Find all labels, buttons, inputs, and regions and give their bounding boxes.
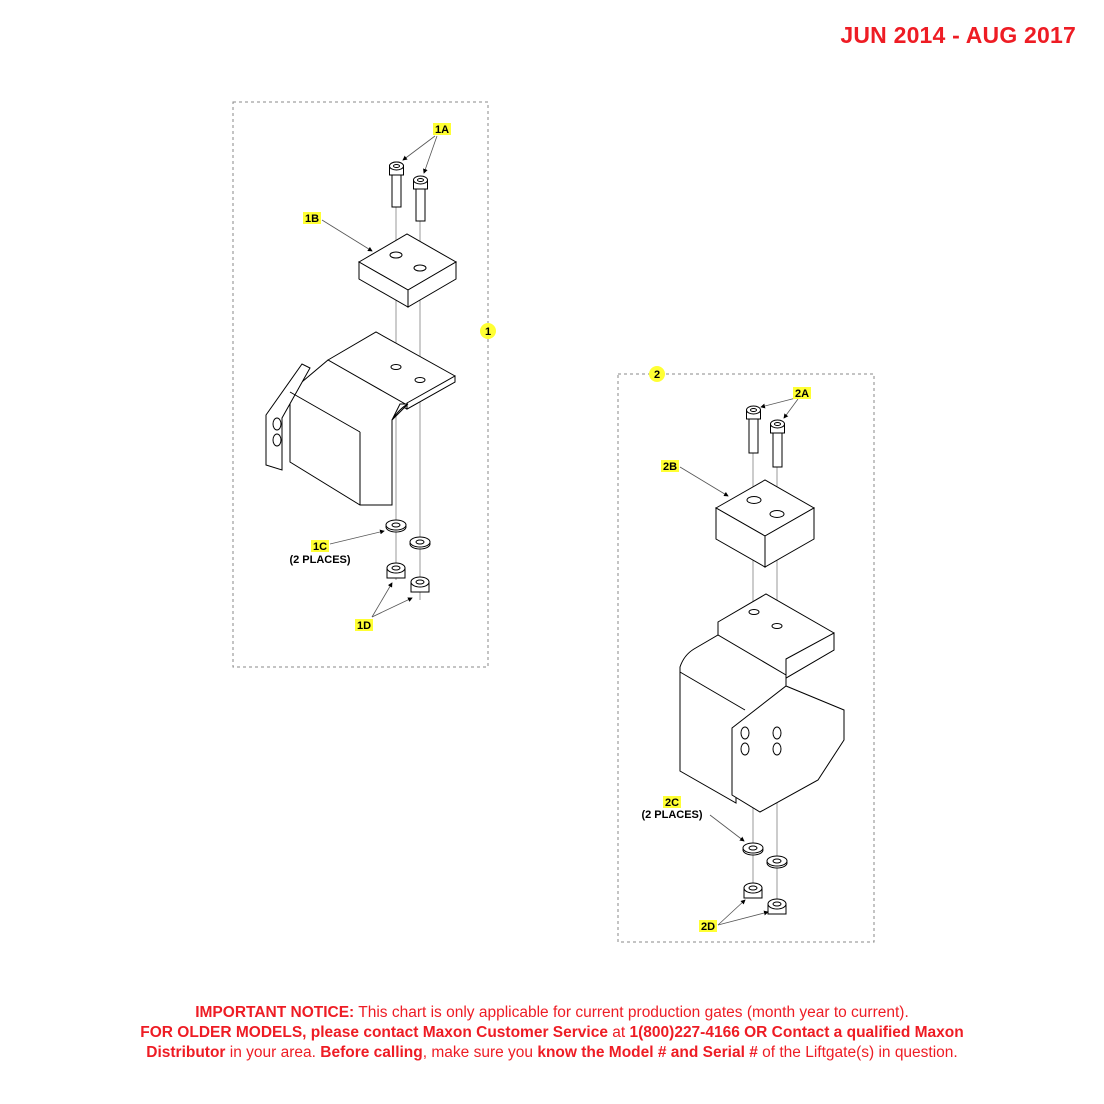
svg-text:2B: 2B [662,461,678,473]
svg-text:2: 2 [653,369,661,381]
svg-text:1B: 1B [304,213,320,225]
svg-text:1A: 1A [434,124,450,136]
notice-line-3: Distributor in your area. Before calling, make sure you know the Model # and Serial # of the Liftgate(s) in question. [146,1044,958,1061]
bracket-2[interactable] [680,594,844,812]
notice-line-1: IMPORTANT NOTICE: This chart is only applicable for current production gates (month year to current). [195,1004,909,1021]
bracket-1[interactable] [266,332,455,505]
nut-1d[interactable] [387,563,429,592]
washer-2c[interactable] [743,843,787,868]
callout-2d[interactable] [699,920,717,933]
bolt-2a[interactable] [747,406,785,467]
block-1b[interactable] [359,234,456,307]
nut-2d[interactable] [744,883,786,914]
notice-line-2: FOR OLDER MODELS, please contact Maxon Customer Service at 1(800)227-4166 OR Contact a qualified Maxon [140,1024,964,1041]
svg-text:2C: 2C [664,797,680,809]
svg-text:2D: 2D [700,921,716,933]
svg-text:1C: 1C [312,541,328,553]
svg-text:(2 PLACES): (2 PLACES) [289,554,351,566]
svg-text:1: 1 [484,326,492,338]
phone-number: 1(800)227-4166 OR Contact a qualified Maxon [629,1024,964,1041]
callout-1b[interactable] [303,212,321,225]
assembly-1-badge[interactable] [480,323,496,339]
assembly-2-badge[interactable] [649,366,665,382]
assembly-1 [233,102,496,667]
callout-2c[interactable] [641,796,702,821]
svg-text:2A: 2A [794,388,810,400]
callout-1a[interactable] [433,123,451,136]
assembly-2 [618,366,874,942]
important-notice [0,1003,1104,1063]
callout-2a[interactable] [793,387,811,400]
callout-1c[interactable] [289,540,350,566]
washer-1c[interactable] [386,520,430,549]
bolt-1a[interactable] [390,162,428,221]
callout-1d[interactable] [355,619,373,632]
svg-text:(2 PLACES): (2 PLACES) [641,809,703,821]
date-range-title: JUN 2014 - AUG 2017 [840,22,1076,48]
svg-text:1D: 1D [356,620,372,632]
callout-2b[interactable] [661,460,679,473]
block-2b[interactable] [716,480,814,567]
